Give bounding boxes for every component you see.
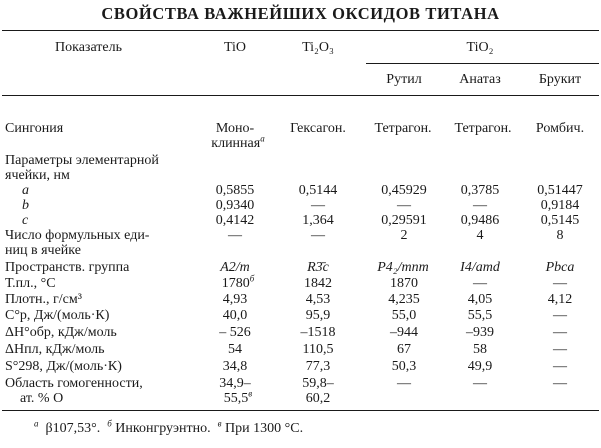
cell-density-rutile: 4,235 — [388, 292, 420, 307]
cell-b-ti2o3: — — [311, 198, 325, 213]
cell-dhf-ti2o3: –1518 — [300, 325, 336, 340]
cell-space-tio: A2/m — [220, 260, 250, 275]
cell-c-ti2o3: 1,364 — [302, 213, 334, 228]
cell-b-rutile: — — [397, 198, 411, 213]
cell-homog-tio-2: $55,5^в$ — [223, 388, 253, 406]
row-homog-label-1: Область гомогенности, — [5, 376, 143, 391]
bottom-rule — [2, 410, 599, 411]
row-z-label-1: Число формульных еди- — [5, 228, 150, 243]
footnote-a-text: β107,53°. — [45, 421, 101, 436]
cell-cp-ti2o3: 95,9 — [305, 308, 331, 323]
row-s-label: S°298, Дж/(моль·К) — [5, 359, 122, 374]
footnote-b-text: Инконгруэнтно. — [115, 421, 211, 436]
cell-syngony-tio-2: клинная$^а$ — [211, 133, 265, 151]
cell-syngony-ti2o3: Гексагон. — [290, 121, 346, 136]
cell-z-ti2o3: — — [311, 228, 325, 243]
cell-a-ti2o3: 0,5144 — [298, 183, 338, 198]
cell-homog-brookite: — — [553, 376, 567, 391]
cell-syngony-tio-1: Моно- — [215, 121, 255, 136]
footnote-mark-a: а — [260, 133, 265, 144]
cell-homog-anatase: — — [473, 376, 487, 391]
cell-space-anatase: I4/amd — [460, 260, 500, 275]
row-z-label-2: ниц в ячейке — [5, 243, 81, 258]
footnote-mark-c: в — [248, 388, 253, 399]
cell-tm-brookite: — — [553, 276, 567, 291]
row-a-label: a — [22, 183, 29, 198]
cell-density-anatase: 4,05 — [467, 292, 493, 307]
cell-s-ti2o3: 77,3 — [305, 359, 331, 374]
header-bottom-rule — [2, 95, 599, 96]
cell-syngony-anatase: Тетрагон. — [454, 121, 512, 136]
row-b-label: b — [22, 198, 29, 213]
cell-density-brookite: 4,12 — [547, 292, 573, 307]
cell-c-tio: 0,4142 — [215, 213, 255, 228]
header-brookite: Брукит — [538, 72, 582, 87]
top-rule — [2, 30, 599, 31]
cell-s-tio: 34,8 — [222, 359, 248, 374]
cell-dhm-ti2o3: 110,5 — [302, 342, 334, 357]
cell-dhf-tio: – 526 — [219, 325, 251, 340]
row-dhf-label: ΔH°обр, кДж/моль — [5, 325, 117, 340]
cell-dhm-anatase: 58 — [473, 342, 487, 357]
cell-s-brookite: — — [553, 359, 567, 374]
cell-c-rutile: 0,29591 — [381, 213, 427, 228]
cell-dhm-brookite: — — [553, 342, 567, 357]
row-syngony-label: Сингония — [5, 121, 64, 136]
cell-cp-rutile: 55,0 — [391, 308, 417, 323]
cell-density-tio: 4,93 — [222, 292, 248, 307]
cell-homog-rutile: — — [397, 376, 411, 391]
cell-b-tio: 0,9340 — [215, 198, 255, 213]
row-cell-label-2: ячейки, нм — [5, 168, 70, 183]
cell-a-rutile: 0,45929 — [381, 183, 427, 198]
table-title: СВОЙСТВА ВАЖНЕЙШИХ ОКСИДОВ ТИТАНА — [101, 4, 500, 23]
row-density-label: Плотн., г/см³ — [5, 292, 82, 307]
cell-homog-ti2o3-1: 59,8– — [302, 376, 334, 391]
cell-space-rutile: P4₂/mnm — [377, 260, 429, 275]
cell-dhf-anatase: –939 — [466, 325, 494, 340]
cell-z-brookite: 8 — [556, 228, 564, 243]
cell-homog-ti2o3-2: 60,2 — [305, 391, 331, 406]
cell-space-ti2o3: R3̄c — [307, 260, 329, 275]
header-indicator: Показатель — [55, 40, 122, 55]
cell-tm-anatase: — — [473, 276, 487, 291]
footnote-c-mark: в — [217, 418, 222, 429]
row-cell-label-1: Параметры элементарной — [5, 153, 159, 168]
cell-c-brookite: 0,5145 — [540, 213, 580, 228]
row-tm-label: Т.пл., °C — [5, 276, 56, 291]
cell-s-rutile: 50,3 — [391, 359, 417, 374]
header-ti2o3: Ti₂O₃ — [302, 40, 334, 55]
cell-a-brookite: 0,51447 — [537, 183, 583, 198]
cell-z-rutile: 2 — [400, 228, 408, 243]
cell-s-anatase: 49,9 — [467, 359, 493, 374]
cell-z-tio: — — [228, 228, 242, 243]
header-rutile: Рутил — [386, 72, 422, 87]
header-anatase: Анатаз — [459, 72, 501, 87]
cell-density-ti2o3: 4,53 — [305, 292, 331, 307]
cell-a-tio: 0,5855 — [215, 183, 255, 198]
cell-b-anatase: — — [473, 198, 487, 213]
footnote-b-mark: б — [107, 418, 112, 429]
cell-tm-ti2o3: 1842 — [304, 276, 332, 291]
cell-dhm-tio: 54 — [228, 342, 242, 357]
cell-z-anatase: 4 — [476, 228, 484, 243]
row-homog-label-2: ат. % O — [20, 391, 64, 406]
cell-dhm-rutile: 67 — [397, 342, 411, 357]
footnote-a-mark: а — [34, 418, 39, 429]
cell-syngony-brookite: Ромбич. — [535, 121, 585, 136]
cell-dhf-brookite: — — [553, 325, 567, 340]
cell-space-brookite: Pbca — [545, 260, 575, 275]
row-c-label: c — [22, 213, 29, 228]
cell-cp-tio: 40,0 — [222, 308, 248, 323]
footnotes — [34, 418, 304, 437]
row-cp-label: C°p, Дж/(моль·К) — [5, 308, 110, 323]
header-tio: TiO — [223, 40, 247, 55]
cell-syngony-rutile: Тетрагон. — [374, 121, 432, 136]
cell-homog-tio-1: 34,9– — [219, 376, 251, 391]
cell-tm-rutile: 1870 — [390, 276, 418, 291]
row-space-label: Пространств. группа — [5, 260, 130, 275]
cell-b-brookite: 0,9184 — [540, 198, 580, 213]
cell-cp-anatase: 55,5 — [467, 308, 493, 323]
cell-a-anatase: 0,3785 — [460, 183, 500, 198]
footnote-c-text: При 1300 °C. — [225, 421, 304, 436]
header-tio2: TiO₂ — [466, 40, 494, 55]
cell-dhf-rutile: –944 — [390, 325, 418, 340]
tio2-rule — [366, 63, 599, 64]
footnote-mark-b: б — [249, 273, 255, 284]
cell-cp-brookite: — — [553, 308, 567, 323]
row-dhm-label: ΔHпл, кДж/моль — [5, 342, 105, 357]
cell-c-anatase: 0,9486 — [460, 213, 500, 228]
cell-tm-tio: $1780^б$ — [221, 273, 255, 291]
